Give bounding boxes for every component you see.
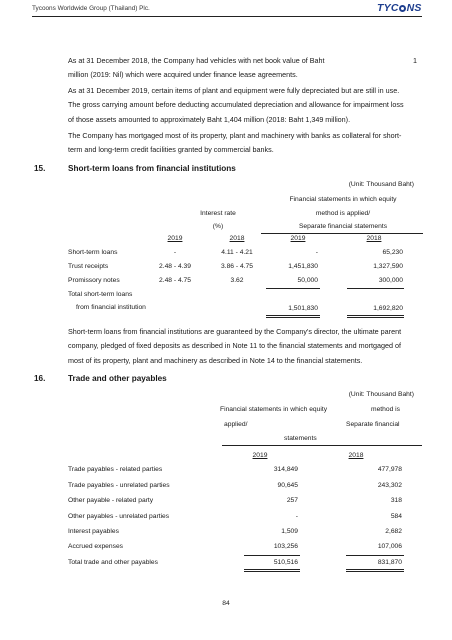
para3-line2: term and long-term credit facilities granted by commercial banks.	[68, 145, 274, 154]
s15-note-line1: Short-term loans from financial institutions are guaranteed by the Company’s director, the ultimate parent	[68, 327, 402, 336]
header-rule	[32, 16, 422, 17]
s16-row-2019: 1,509	[281, 528, 298, 535]
s16-year-2019: 2019	[252, 452, 268, 459]
s16-fs-line1b: method is	[371, 406, 400, 413]
s15-fs-rule	[261, 233, 423, 234]
company-name: Tycoons Worldwide Group (Thailand) Plc.	[32, 5, 150, 12]
s16-fs-line3: statements	[284, 435, 317, 442]
para1-line2: million (2019: Nil) which were acquired under finance lease agreements.	[68, 70, 298, 79]
para3-line1: The Company has mortgaged most of its property, plant and machinery with banks as collateral for short-	[68, 131, 402, 140]
s15-total-2018: 1,692,820	[373, 305, 403, 312]
s16-total-2019: 510,516	[273, 559, 298, 566]
logo-ring-icon	[399, 5, 406, 12]
s16-row-2019: 90,645	[277, 482, 298, 489]
section-15-number: 15.	[34, 164, 46, 173]
s15-row-rate-2019: 2.48 - 4.75	[159, 277, 191, 284]
s15-total-2019: 1,501,830	[288, 305, 318, 312]
s16-row-label: Other payable - related party	[68, 497, 154, 504]
para1-value: 1	[413, 56, 417, 65]
s16-fs-line1a: Financial statements in which equity	[220, 406, 328, 413]
s15-row-amt-2018: 1,327,590	[373, 263, 403, 270]
s16-row-2019: 314,849	[273, 466, 298, 473]
s15-year-amt-2019: 2019	[290, 235, 306, 242]
s15-total-rule-2019	[266, 315, 320, 316]
s15-row-label: Trust receipts	[68, 263, 109, 270]
s15-row-label: Promissory notes	[68, 277, 120, 284]
s15-total-label-line2: from financial institution	[76, 304, 146, 311]
s15-year-rate-2018: 2018	[229, 235, 245, 242]
s16-total-rule-2018-double	[346, 571, 404, 572]
s15-total-rule-2018-double	[347, 317, 404, 318]
s16-row-label: Interest payables	[68, 528, 119, 535]
s16-row-2018: 107,006	[377, 543, 402, 550]
s15-row-label: Short-term loans	[68, 249, 118, 256]
s15-row-rate-2019: -	[173, 249, 177, 256]
s15-note-line2: company, pledged of fixed deposits as described in Note 11 to the financial statements and mortgaged of	[68, 341, 401, 350]
s15-total-label-line1: Total short-term loans	[68, 291, 133, 298]
s16-row-2018: 584	[390, 513, 402, 520]
s16-subtotal-rule-2018	[346, 555, 404, 556]
para1-line1: As at 31 December 2018, the Company had vehicles with net book value of Baht	[68, 56, 325, 65]
s15-total-rule-2019-double	[266, 317, 320, 318]
s16-row-2019: 257	[286, 497, 298, 504]
s16-row-label: Trade payables - related parties	[68, 466, 163, 473]
s15-year-amt-2018: 2018	[366, 235, 382, 242]
s15-row-amt-2019: 1,451,830	[288, 263, 318, 270]
s15-fs-line2: method is applied/	[315, 210, 371, 217]
s16-total-rule-2019-double	[244, 571, 300, 572]
s15-subtotal-rule-2018	[347, 288, 404, 289]
s15-year-rate-2019: 2019	[167, 235, 183, 242]
s15-row-rate-2018: 3.86 - 4.75	[221, 263, 253, 270]
s15-row-amt-2019: -	[315, 249, 318, 256]
s15-subtotal-rule-2019	[266, 288, 320, 289]
s16-fs-rule	[222, 445, 422, 446]
s15-fs-line1: Financial statements in which equity	[289, 196, 397, 203]
s15-fs-line3: Separate financial statements	[298, 223, 388, 230]
para2-line1: As at 31 December 2019, certain items of plant and equipment were fully depreciated but are still in use.	[68, 86, 400, 95]
s15-rate-line1: Interest rate	[200, 210, 236, 217]
s16-fs-line2a: applied/	[224, 421, 248, 428]
s15-rate-line2: (%)	[212, 223, 224, 230]
para2-line3: of those assets amounted to approximately Baht 1,404 million (2018: Baht 1,349 million).	[68, 115, 351, 124]
section-16-number: 16.	[34, 374, 46, 383]
s16-row-label: Other payables - unrelated parties	[68, 513, 170, 520]
s16-row-2018: 477,978	[377, 466, 402, 473]
para2-line2: The gross carrying amount before deducting accumulated depreciation and allowance for impairment loss	[68, 100, 404, 109]
section-15-title: Short-term loans from financial institutions	[68, 164, 236, 173]
s16-total-rule-2019	[244, 569, 300, 570]
s15-row-rate-2019: 2.48 - 4.39	[159, 263, 191, 270]
section-16-title: Trade and other payables	[68, 374, 167, 383]
s16-total-label: Total trade and other payables	[68, 559, 158, 566]
s16-year-2018: 2018	[348, 452, 364, 459]
s16-row-label: Accrued expenses	[68, 543, 124, 550]
s16-total-rule-2018	[346, 569, 404, 570]
s15-note-line3: most of its property, plant and machinery as described in Note 14 to the financial statements.	[68, 356, 363, 365]
s15-row-amt-2018: 300,000	[378, 277, 403, 284]
s16-row-2018: 243,302	[377, 482, 402, 489]
s16-total-2018: 831,870	[377, 559, 402, 566]
company-logo: TYC NS	[377, 2, 422, 14]
s15-row-rate-2018: 4.11 - 4.21	[221, 249, 253, 256]
s15-row-amt-2018: 65,230	[382, 249, 403, 256]
s15-unit: (Unit: Thousand Baht)	[348, 181, 414, 188]
s15-row-rate-2018: 3.62	[230, 277, 244, 284]
s16-row-2018: 2,682	[385, 528, 402, 535]
s16-subtotal-rule-2019	[244, 555, 300, 556]
s16-row-2019: -	[295, 513, 298, 520]
s16-row-2019: 103,256	[273, 543, 298, 550]
s15-total-rule-2018	[347, 315, 404, 316]
s16-row-label: Trade payables - unrelated parties	[68, 482, 170, 489]
s16-row-2018: 318	[390, 497, 402, 504]
s16-fs-line2b: Separate financial	[346, 421, 400, 428]
s16-unit: (Unit: Thousand Baht)	[348, 391, 414, 398]
s15-row-amt-2019: 50,000	[297, 277, 318, 284]
page-number: 84	[222, 600, 230, 607]
